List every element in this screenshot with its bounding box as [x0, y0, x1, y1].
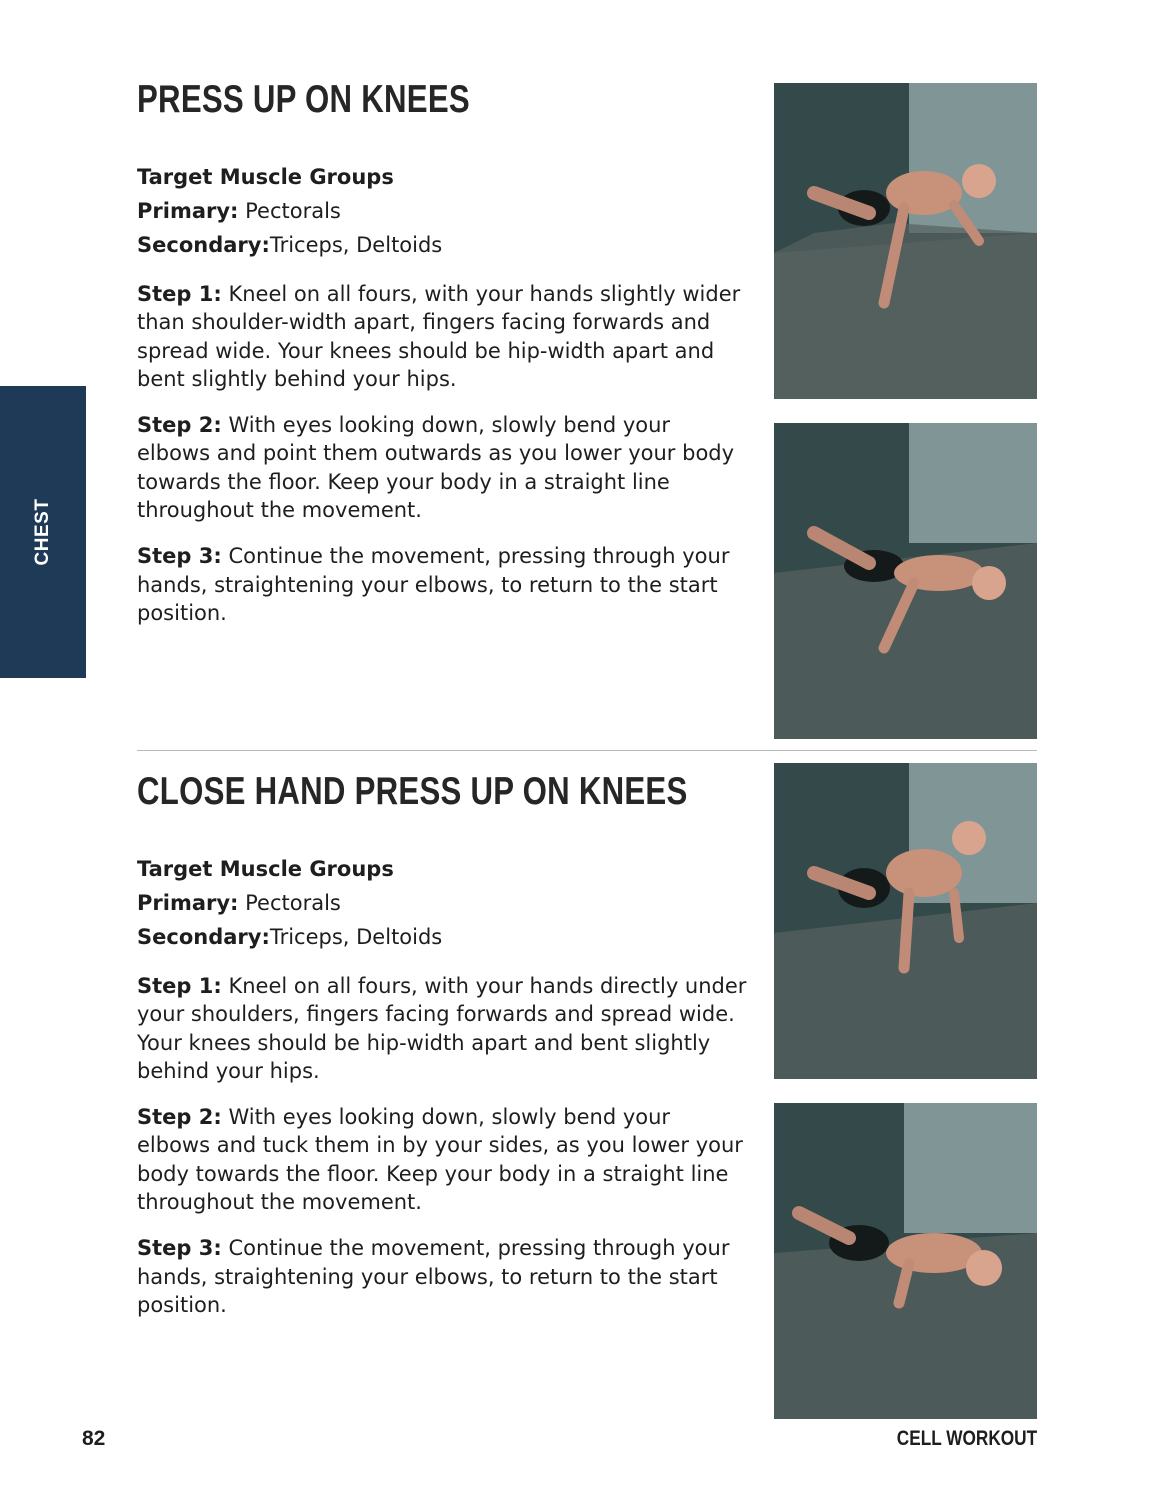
step-1 — [137, 280, 747, 393]
secondary-muscles — [137, 920, 747, 954]
target-muscle-groups — [137, 852, 747, 954]
secondary-value: Triceps, Deltoids — [269, 233, 443, 257]
primary-value: Pectorals — [238, 891, 341, 915]
step-text: Continue the movement, pressing through your hands, straightening your elbows, to return to the start position. — [137, 1236, 730, 1317]
primary-label: Primary: — [137, 199, 239, 223]
primary-value: Pectorals — [238, 199, 341, 223]
step-text: Kneel on all fours, with your hands slightly wider than shoulder-width apart, fingers facing forwards and spread wide. Your knees should be hip-width apart and bent slightly behind your hips. — [137, 282, 741, 391]
step-label: Step 2: — [137, 1105, 222, 1130]
book-title: CELL WORKOUT — [896, 1427, 1037, 1450]
close-hand-press-up-lowered-photo — [774, 1103, 1037, 1419]
primary-label: Primary: — [137, 891, 239, 915]
page-number: 82 — [82, 1427, 106, 1450]
target-heading: Target Muscle Groups — [137, 165, 394, 189]
exercise-close-hand-press-up-on-knees — [137, 770, 747, 1319]
section-tab-chest — [0, 386, 86, 678]
step-3 — [137, 542, 747, 627]
section-divider — [137, 750, 1037, 751]
close-hand-press-up-start-photo — [774, 763, 1037, 1079]
step-2 — [137, 1103, 747, 1216]
press-up-on-knees-lowered-photo — [774, 423, 1037, 739]
step-label: Step 1: — [137, 282, 222, 306]
step-label: Step 3: — [137, 1236, 222, 1261]
exercise-press-up-on-knees — [137, 78, 747, 627]
exercise-title: PRESS UP ON KNEES — [137, 78, 470, 121]
target-heading: Target Muscle Groups — [137, 857, 394, 881]
press-up-on-knees-start-photo — [774, 83, 1037, 399]
secondary-label: Secondary: — [137, 925, 270, 949]
section-tab-label: CHEST — [32, 498, 53, 566]
secondary-label: Secondary: — [137, 233, 270, 257]
step-label: Step 2: — [137, 413, 222, 438]
secondary-muscles — [137, 228, 747, 262]
step-1 — [137, 972, 747, 1085]
target-muscle-groups — [137, 160, 747, 262]
step-label: Step 3: — [137, 544, 222, 569]
step-2 — [137, 411, 747, 524]
primary-muscles — [137, 886, 747, 920]
secondary-value: Triceps, Deltoids — [269, 925, 443, 949]
step-text: Kneel on all fours, with your hands directly under your shoulders, fingers facing forwards and spread wide. Your knees should be hip-width apart and bent slightly behind your hips. — [137, 974, 747, 1083]
step-3 — [137, 1234, 747, 1319]
step-text: Continue the movement, pressing through your hands, straightening your elbows, to return to the start position. — [137, 544, 730, 625]
step-text: With eyes looking down, slowly bend your elbows and tuck them in by your sides, as you lower your body towards the floor. Keep your body in a straight line throughout the movement. — [137, 1105, 743, 1215]
step-text: With eyes looking down, slowly bend your elbows and point them outwards as you lower your body towards the floor. Keep your body in a straight line throughout the movement. — [137, 413, 735, 523]
step-label: Step 1: — [137, 974, 222, 998]
primary-muscles — [137, 194, 747, 228]
exercise-title: CLOSE HAND PRESS UP ON KNEES — [137, 770, 688, 813]
